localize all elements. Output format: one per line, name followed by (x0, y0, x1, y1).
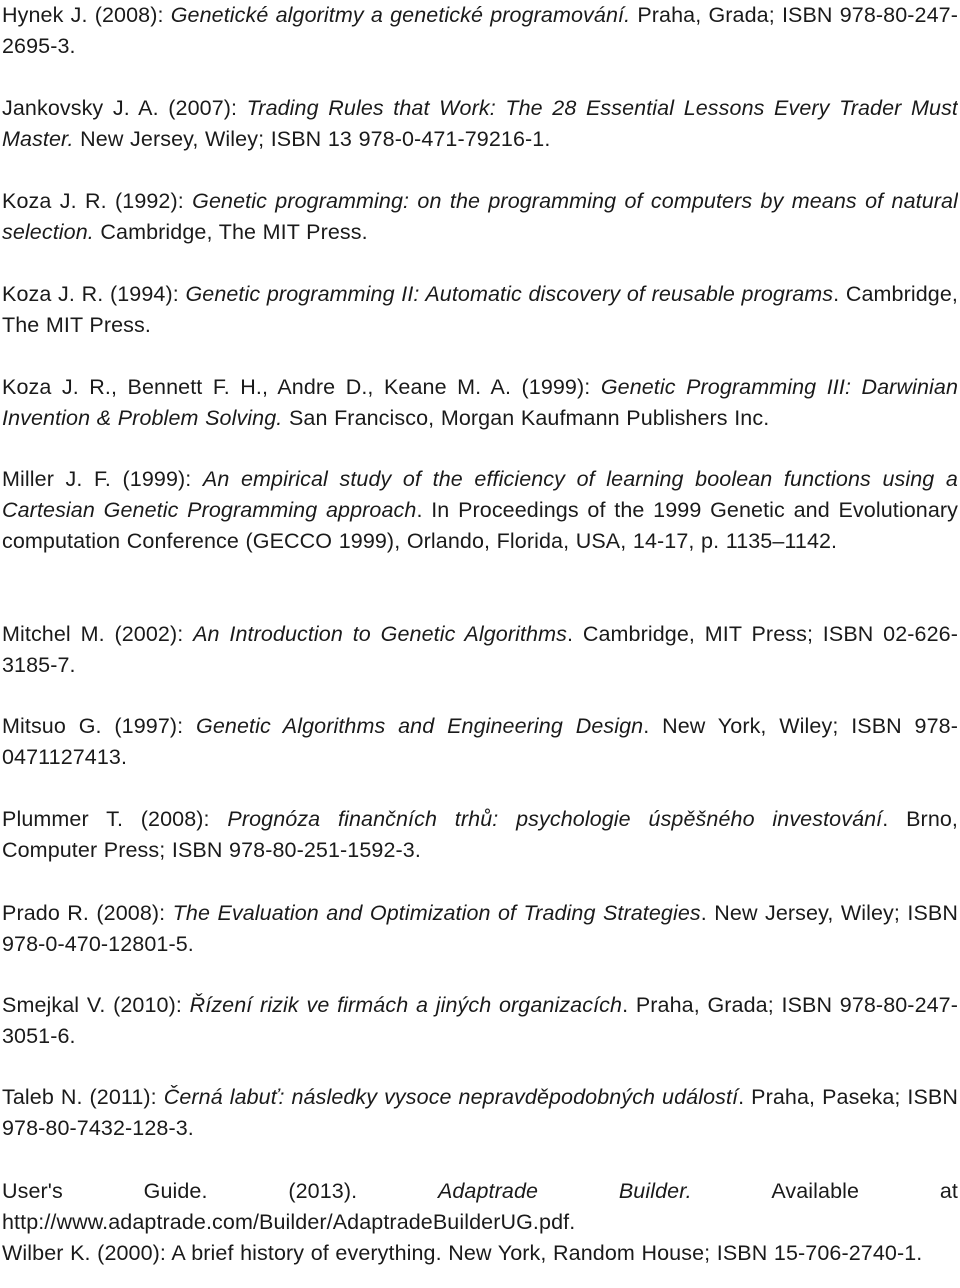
reference-publisher: . In Proceedings of the 1999 Genetic and Evolutionary computation Conference (GECCO 1999), Orlando, Florida, USA, 14-17, p. 1135–1142. (2, 498, 958, 553)
reference-authors-year: User's Guide. (2013). (2, 1179, 438, 1203)
reference-publisher: . Brno, Computer Press; ISBN 978-80-251-1592-3. (2, 807, 958, 862)
reference-publisher: Cambridge, The MIT Press. (93, 220, 368, 244)
reference-jankovsky (2, 93, 958, 155)
reference-mitsuo (2, 711, 958, 773)
reference-title: The Evaluation and Optimization of Trading Strategies (172, 901, 701, 925)
reference-authors-year: Miller J. F. (1999): (2, 467, 203, 491)
reference-title: Černá labuť: následky vysoce nepravděpodobných událostí (163, 1085, 739, 1109)
reference-authors-year: Plummer T. (2008): (2, 807, 228, 831)
reference-title: Genetické algoritmy a genetické programování. (170, 3, 631, 27)
reference-authors-year: Koza J. R. (1992): (2, 189, 193, 213)
reference-wilber (2, 1238, 958, 1269)
reference-publisher: . Cambridge, MIT Press; ISBN 02-626-3185-7. (2, 622, 958, 677)
reference-users-guide (2, 1176, 958, 1238)
reference-hynek (2, 0, 958, 62)
reference-miller (2, 464, 958, 557)
reference-publisher: . Cambridge, The MIT Press. (2, 282, 958, 337)
reference-authors-year: Hynek J. (2008): (2, 3, 171, 27)
reference-taleb (2, 1082, 958, 1144)
reference-title: An Introduction to Genetic Algorithms (193, 622, 567, 646)
reference-text: Wilber K. (2000): A brief history of everything. New York, Random House; ISBN 15-706-2740-1. (2, 1241, 923, 1265)
reference-plummer (2, 804, 958, 866)
reference-authors-year: Mitsuo G. (1997): (2, 714, 196, 738)
reference-authors-year: Prado R. (2008): (2, 901, 173, 925)
reference-publisher: Available at http://www.adaptrade.com/Builder/AdaptradeBuilderUG.pdf. (2, 1179, 958, 1234)
reference-publisher: . Praha, Paseka; ISBN 978-80-7432-128-3. (2, 1085, 958, 1140)
reference-authors-year: Jankovsky J. A. (2007): (2, 96, 247, 120)
reference-authors-year: Taleb N. (2011): (2, 1085, 164, 1109)
reference-publisher: . Praha, Grada; ISBN 978-80-247-3051-6. (2, 993, 958, 1048)
reference-list (2, 0, 958, 1288)
reference-publisher: Praha, Grada; ISBN 978-80-247-2695-3. (2, 3, 958, 58)
reference-title: Adaptrade Builder. (437, 1179, 692, 1203)
reference-authors-year: Mitchel M. (2002): (2, 622, 194, 646)
reference-title: An empirical study of the efficiency of learning boolean functions using a Cartesian Genetic Programming approach (2, 467, 958, 522)
reference-smejkal (2, 990, 958, 1052)
reference-title: Genetic Algorithms and Engineering Design (196, 714, 644, 738)
reference-title: Genetic programming II: Automatic discovery of reusable programs (185, 282, 834, 306)
reference-title: Trading Rules that Work: The 28 Essential Lessons Every Trader Must Master. (2, 96, 958, 151)
reference-koza-1992 (2, 186, 958, 248)
reference-publisher: . New Jersey, Wiley; ISBN 978-0-470-12801-5. (2, 901, 958, 956)
reference-publisher: New Jersey, Wiley; ISBN 13 978-0-471-79216-1. (73, 127, 551, 151)
reference-koza-1994 (2, 279, 958, 341)
reference-authors-year: Koza J. R. (1994): (2, 282, 186, 306)
reference-authors-year: Smejkal V. (2010): (2, 993, 190, 1017)
reference-prado (2, 898, 958, 960)
reference-title: Řízení rizik ve firmách a jiných organizacích (189, 993, 623, 1017)
reference-title: Prognóza finančních trhů: psychologie úspěšného investování (227, 807, 883, 831)
reference-publisher: San Francisco, Morgan Kaufmann Publishers Inc. (282, 406, 770, 430)
reference-authors-year: Koza J. R., Bennett F. H., Andre D., Keane M. A. (1999): (2, 375, 601, 399)
reference-publisher: . New York, Wiley; ISBN 978-0471127413. (2, 714, 958, 769)
reference-title: Genetic Programming III: Darwinian Invention & Problem Solving. (2, 375, 958, 430)
reference-koza-1999 (2, 372, 958, 434)
reference-title: Genetic programming: on the programming of computers by means of natural selection. (2, 189, 958, 244)
reference-mitchel (2, 619, 958, 681)
